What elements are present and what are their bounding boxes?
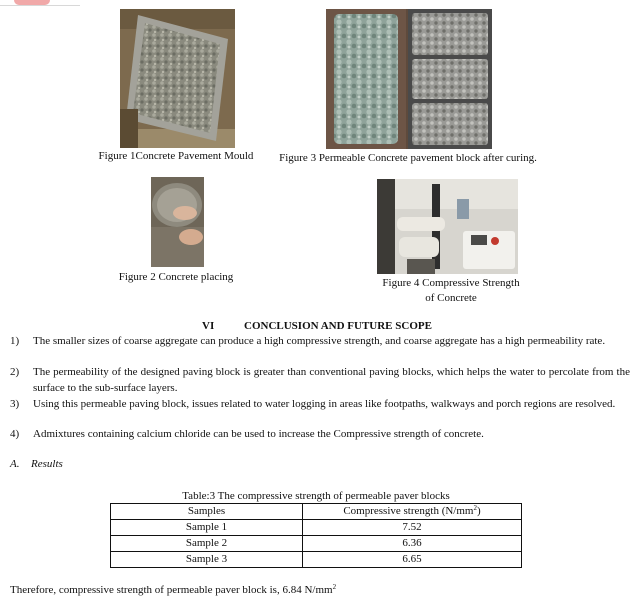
conclusion-item-3 bbox=[10, 397, 630, 413]
figure-3-photo bbox=[326, 9, 492, 149]
table-row bbox=[111, 552, 522, 568]
results-table bbox=[110, 503, 522, 568]
top-logo-fragment bbox=[14, 0, 50, 5]
table-row bbox=[111, 520, 522, 536]
cell-strength: 6.36 bbox=[303, 536, 522, 552]
section-number: VI bbox=[202, 320, 215, 332]
cell-strength: 6.65 bbox=[303, 552, 522, 568]
figure-4-caption-line-2: of Concrete bbox=[425, 292, 477, 304]
section-title: CONCLUSION AND FUTURE SCOPE bbox=[244, 320, 432, 332]
cell-sample: Sample 3 bbox=[111, 552, 303, 568]
subsection-title: Results bbox=[31, 458, 63, 470]
figure-2-caption: Figure 2 Concrete placing bbox=[118, 271, 234, 283]
list-marker: 3) bbox=[10, 398, 20, 410]
table-header-row bbox=[111, 504, 522, 520]
list-text: Using this permeable paving block, issues related to water logging in areas like footpaths, walkways and porch regions are resolved. bbox=[33, 398, 616, 410]
conclusion-item-2 bbox=[10, 365, 630, 396]
figure-4-caption bbox=[366, 276, 536, 306]
figure-1-photo bbox=[120, 9, 235, 148]
cell-sample: Sample 1 bbox=[111, 520, 303, 536]
figure-2-photo bbox=[151, 177, 204, 267]
figure-4-photo bbox=[377, 179, 518, 274]
cell-sample: Sample 2 bbox=[111, 536, 303, 552]
final-conclusion-text: Therefore, compressive strength of permeable paver block is, 6.84 $N/mm^2$ bbox=[10, 583, 337, 596]
conclusion-item-4 bbox=[10, 427, 630, 443]
header-strength: Compressive strength $(N/mm^2)$ bbox=[303, 504, 522, 520]
conclusion-item-1 bbox=[10, 334, 630, 350]
list-marker: 4) bbox=[10, 428, 20, 440]
list-text: The permeability of the designed paving block is greater than conventional paving blocks, which helps the water to percolate from the surface to the sub-surface layers. bbox=[33, 366, 630, 394]
table-caption: Table:3 The compressive strength of permeable paver blocks bbox=[182, 490, 450, 502]
list-marker: 2) bbox=[10, 366, 20, 378]
list-text: Admixtures containing calcium chloride can be used to increase the Compressive strength of concrete. bbox=[33, 428, 484, 440]
list-marker: 1) bbox=[10, 335, 20, 347]
table-row bbox=[111, 536, 522, 552]
figure-4-caption-line-1: Figure 4 Compressive Strength bbox=[382, 277, 520, 289]
subsection-letter: A. bbox=[10, 458, 20, 470]
figure-3-caption: Figure 3 Permeable Concrete pavement block after curing. bbox=[279, 152, 537, 164]
cell-strength: 7.52 bbox=[303, 520, 522, 536]
header-samples: Samples bbox=[111, 504, 303, 520]
list-text: The smaller sizes of coarse aggregate can produce a high compressive strength, and coarse aggregate has a high permeability rate. bbox=[33, 335, 606, 347]
figure-1-caption: Figure 1Concrete Pavement Mould bbox=[98, 150, 254, 162]
